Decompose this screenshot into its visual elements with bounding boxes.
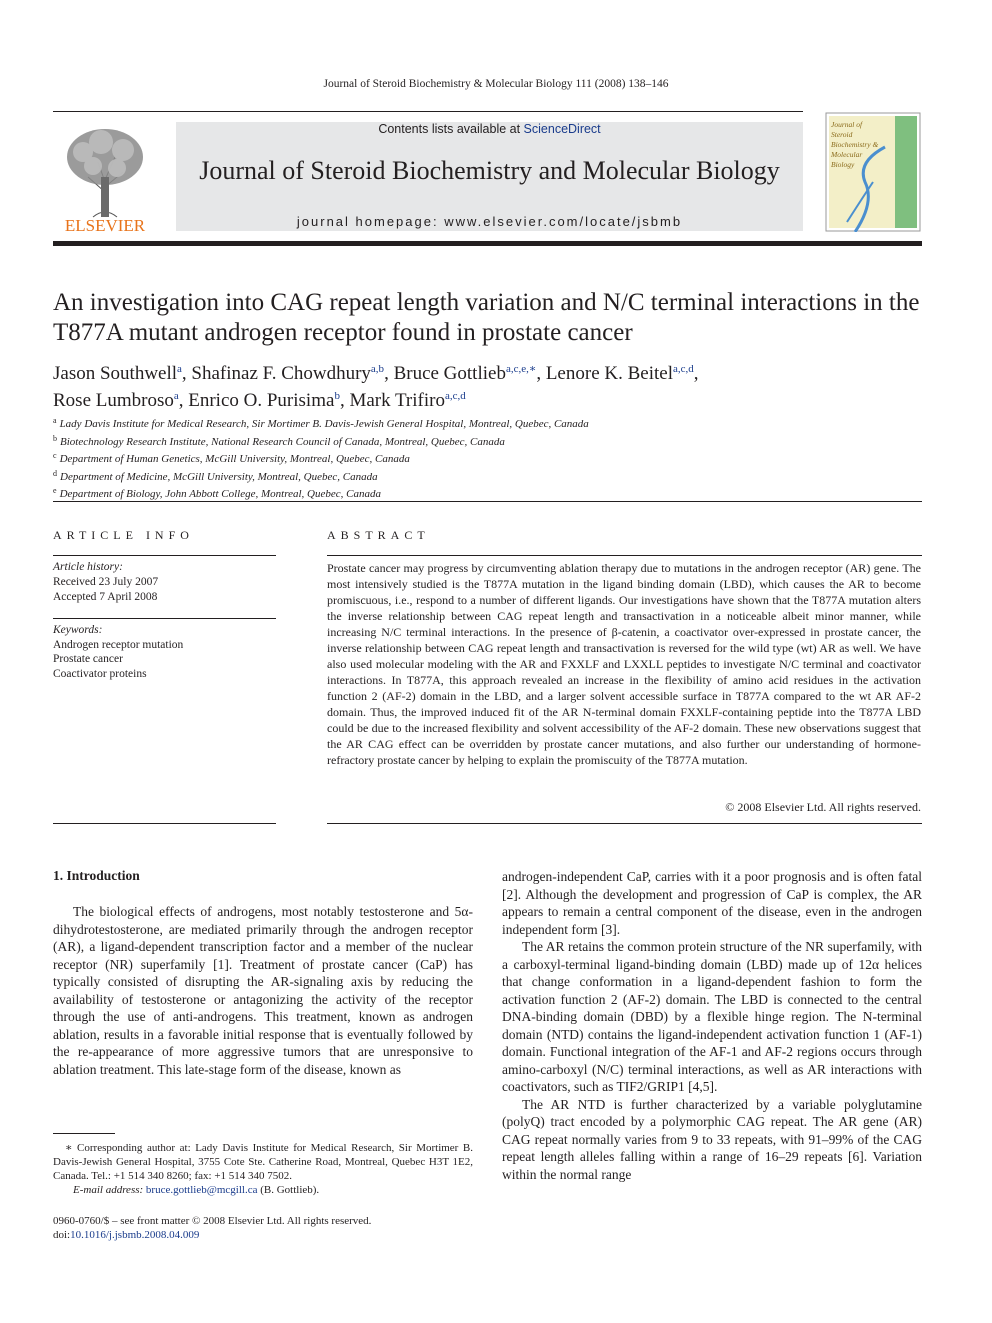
author-affiliation-marks: a,c,e,∗ — [505, 363, 537, 375]
affiliation-item — [53, 484, 933, 502]
abstract-text: Prostate cancer may progress by circumventing ablation therapy due to mutations in the androgen receptor (AR) gene. The most intensively studied is the T877A mutation in the ligand binding domain (LBD), which causes the AR to become promiscuous, i.e., respond to a number of different ligands. Our investigations have shown that the T877A mutation alters the inverse relationship between CAG repeat length and transactivation in a noticeable albeit minor manner, while increasing N/C terminal interactions. In the presence of β-catenin, a coactivator over-expressed in prostate cancer, the inverse relationship between CAG repeat length and transactivation is reversed for the wild type (wt) AR as well. We have also used molecular modeling with the AR and FXXLF and LXXLL peptides to investigate N/C terminal and coactivator interactions. In T877A, this approach revealed an increase in the flexibility of amino acid residues in the activation function 2 (AF-2) domain in the LBD, and a larger solvent accessible surface in T877A compared to the wt AR AF-2 domain. Thus, the improved induced fit of the AR N-terminal domain FXXLF-containing peptide into the T877A LBD could be due to the increased flexibility and solvent accessibility of the AF-2 domain. These new observations suggest that the AR CAG effect can be overridden by prostate cancer mutations, and also further our understanding of hormone-refractory prostate cancer by helping to explain the promiscuity of the T877A mutation. — [327, 561, 921, 767]
front-matter — [53, 1214, 371, 1242]
article-info-rule — [53, 823, 276, 824]
section-heading-introduction: 1. Introduction — [53, 868, 140, 883]
affiliation-text: Department of Biology, John Abbott College, Montreal, Quebec, Canada — [59, 488, 381, 500]
author-name[interactable]: Rose Lumbroso — [53, 390, 174, 411]
body-column-left — [53, 903, 473, 1078]
masthead-bottom-rule — [53, 241, 922, 246]
cover-title-line: Biology — [831, 160, 855, 169]
footnote-text: ∗ Corresponding author at: Lady Davis Institute for Medical Research, Sir Mortimer B. Davis-Jewish General Hospital, 3755 Cote Ste. Catherine Road, Montreal, Quebec H3T 1E2, Canada. Tel.: +1 514 340 8260; fax: +1 514 340 7502. — [53, 1142, 473, 1182]
footnote-rule — [53, 1133, 115, 1134]
article-info-rule — [53, 618, 276, 619]
body-column-right — [502, 868, 922, 1183]
author-affiliation-marks: a — [177, 363, 182, 375]
affiliation-key: c — [53, 451, 57, 460]
affiliation-text: Biotechnology Research Institute, National Research Council of Canada, Montreal, Quebec, Canada — [60, 435, 505, 448]
author-affiliation-marks: b — [334, 390, 340, 402]
email-suffix: (B. Gottlieb). — [257, 1184, 320, 1196]
keywords-block — [53, 623, 183, 681]
header-top-rule — [53, 111, 803, 112]
article-title: An investigation into CAG repeat length variation and N/C terminal interactions in the T877A mutant androgen receptor found in prostate cancer — [53, 289, 920, 346]
footnote-email-line — [53, 1183, 473, 1197]
affiliation-item — [53, 467, 933, 485]
running-head: Journal of Steroid Biochemistry & Molecular Biology 111 (2008) 138–146 — [323, 78, 669, 90]
history-label: Article history: — [53, 561, 123, 573]
cover-title-line: Steroid — [831, 130, 853, 139]
article-info-heading: ARTICLE INFO — [53, 528, 194, 542]
author-name[interactable]: Shafinaz F. Chowdhury — [191, 363, 371, 384]
affiliations-rule — [53, 501, 922, 502]
affiliation-key: a — [53, 416, 57, 425]
affiliation-key: d — [53, 468, 57, 478]
author-affiliation-marks: a,b — [370, 363, 385, 375]
body-paragraph: androgen-independent CaP, carries with it a poor prognosis and is often fatal [2]. Although the development and progression of CaP is complex, the AR appears to remain a central component of the disease, even in the androgen independent form [3]. — [502, 869, 922, 937]
author-affiliation-marks: a,c,d — [444, 390, 466, 402]
contents-prefix: Contents lists available at — [378, 122, 524, 136]
affiliation-text: Department of Human Genetics, McGill University, Montreal, Quebec, Canada — [59, 453, 410, 465]
elsevier-logo-text: ELSEVIER — [64, 216, 146, 234]
email-link[interactable]: bruce.gottlieb@mcgill.ca — [145, 1184, 258, 1196]
journal-title: Journal of Steroid Biochemistry and Molecular Biology — [199, 156, 780, 185]
doi-prefix: doi: — [53, 1229, 71, 1241]
affiliation-text: Department of Medicine, McGill University, Montreal, Quebec, Canada — [60, 470, 378, 483]
body-paragraph: The AR retains the common protein structure of the NR superfamily, with a carboxyl-terminal ligand-binding domain (LBD) made up of 12α helices that change conformation in a ligand-dependent fashion to form the activation function 2 (AF-2) domain. The LBD is connected to the central DNA-binding domain (DBD) by a flexible hinge region. The N-terminal domain (NTD) contains the ligand-independent activation function 1 (AF-1) domain. Functional integration of the AF-1 and AF-2 regions occurs through amino-carboxyl (N/C) terminal interactions, as well as AR interactions with coactivators, such as TIF2/GRIP1 [4,5]. — [502, 939, 922, 1094]
affiliation-item — [53, 449, 933, 467]
accepted-date: Accepted 7 April 2008 — [53, 591, 158, 603]
author-affiliation-marks: a,c,d — [672, 363, 694, 375]
author-list: Jason Southwell$^a$, Shafinaz F. Chowdhury$^{a,b}$, Bruce Gottlieb$^{a,c,e,∗}$, Lenore K. Beitel$^{a,c,d}$, Rose Lumbroso$^a$, Enrico O. Purisima$^b$, Mark Trifiro$^{a,c,d}$ — [53, 363, 699, 411]
article-history — [53, 560, 158, 605]
affiliation-key: e — [53, 486, 57, 495]
abstract-rule — [327, 555, 922, 556]
affiliation-item — [53, 432, 933, 450]
received-date: Received 23 July 2007 — [53, 576, 159, 588]
keyword-item: Androgen receptor mutation — [53, 638, 184, 651]
author-name[interactable]: Bruce Gottlieb — [393, 363, 506, 384]
corresponding-author-footnote — [53, 1141, 473, 1197]
body-paragraph: The biological effects of androgens, most notably testosterone and 5α-dihydrotestosterone, are mediated primarily through the androgen receptor (AR), a ligand-dependent transcription factor and a member of the nuclear receptor (NR) superfamily [1]. Treatment of prostate cancer (CaP) has typically consisted of disrupting the AR-signaling axis by reducing the availability of testosterone or antagonizing the activity of the receptor through the use of anti-androgens. This treatment, known as androgen ablation, results in a favorable initial response that is eventually followed by the re-appearance of more aggressive tumors that are unresponsive to ablation treatment. This late-stage form of the disease, known as — [53, 904, 473, 1077]
affiliation-key: b — [53, 433, 57, 443]
keywords-label: Keywords: — [53, 624, 103, 636]
affiliation-item — [53, 414, 933, 432]
doi-line — [53, 1228, 371, 1242]
issn-line: 0960-0760/$ – see front matter © 2008 Elsevier Ltd. All rights reserved. — [53, 1215, 372, 1227]
cover-title-line: Journal of — [831, 120, 863, 129]
affiliation-text: Lady Davis Institute for Medical Research, Sir Mortimer B. Davis-Jewish General Hospital, Montreal, Quebec, Canada — [59, 418, 589, 430]
journal-cover-thumbnail — [825, 112, 921, 232]
article-info-rule — [53, 555, 276, 556]
author-name[interactable]: Enrico O. Purisima — [188, 390, 335, 411]
author-affiliation-marks: a — [173, 390, 179, 402]
body-paragraph: The AR NTD is further characterized by a variable polyglutamine (polyQ) tract encoded by a polymorphic CAG repeat. The AR gene (AR) CAG repeat normally varies from 9 to 33 repeats, with 91–99% of the CAG repeat length alleles falling within a range of 16–29 repeats [6]. Variation within the normal range — [502, 1096, 922, 1182]
author-name[interactable]: Lenore K. Beitel — [545, 363, 673, 384]
keyword-item: Coactivator proteins — [53, 667, 147, 680]
affiliation-list — [53, 414, 933, 502]
cover-title-line: Biochemistry & — [831, 140, 879, 149]
email-label: E-mail address: — [73, 1184, 146, 1196]
doi-link[interactable]: 10.1016/j.jsbmb.2008.04.009 — [70, 1229, 200, 1241]
keyword-item: Prostate cancer — [53, 653, 123, 665]
copyright-notice: © 2008 Elsevier Ltd. All rights reserved. — [725, 800, 921, 814]
abstract-rule — [327, 823, 922, 824]
cover-title-line: Molecular — [831, 150, 863, 159]
contents-line — [176, 122, 803, 136]
journal-homepage[interactable]: journal homepage: www.elsevier.com/locate/jsbmb — [296, 214, 683, 229]
abstract-heading: ABSTRACT — [327, 528, 430, 542]
author-name[interactable]: Mark Trifiro — [349, 390, 445, 411]
author-name[interactable]: Jason Southwell — [53, 363, 178, 384]
elsevier-logo — [53, 122, 157, 234]
sciencedirect-link[interactable]: ScienceDirect — [523, 122, 601, 136]
